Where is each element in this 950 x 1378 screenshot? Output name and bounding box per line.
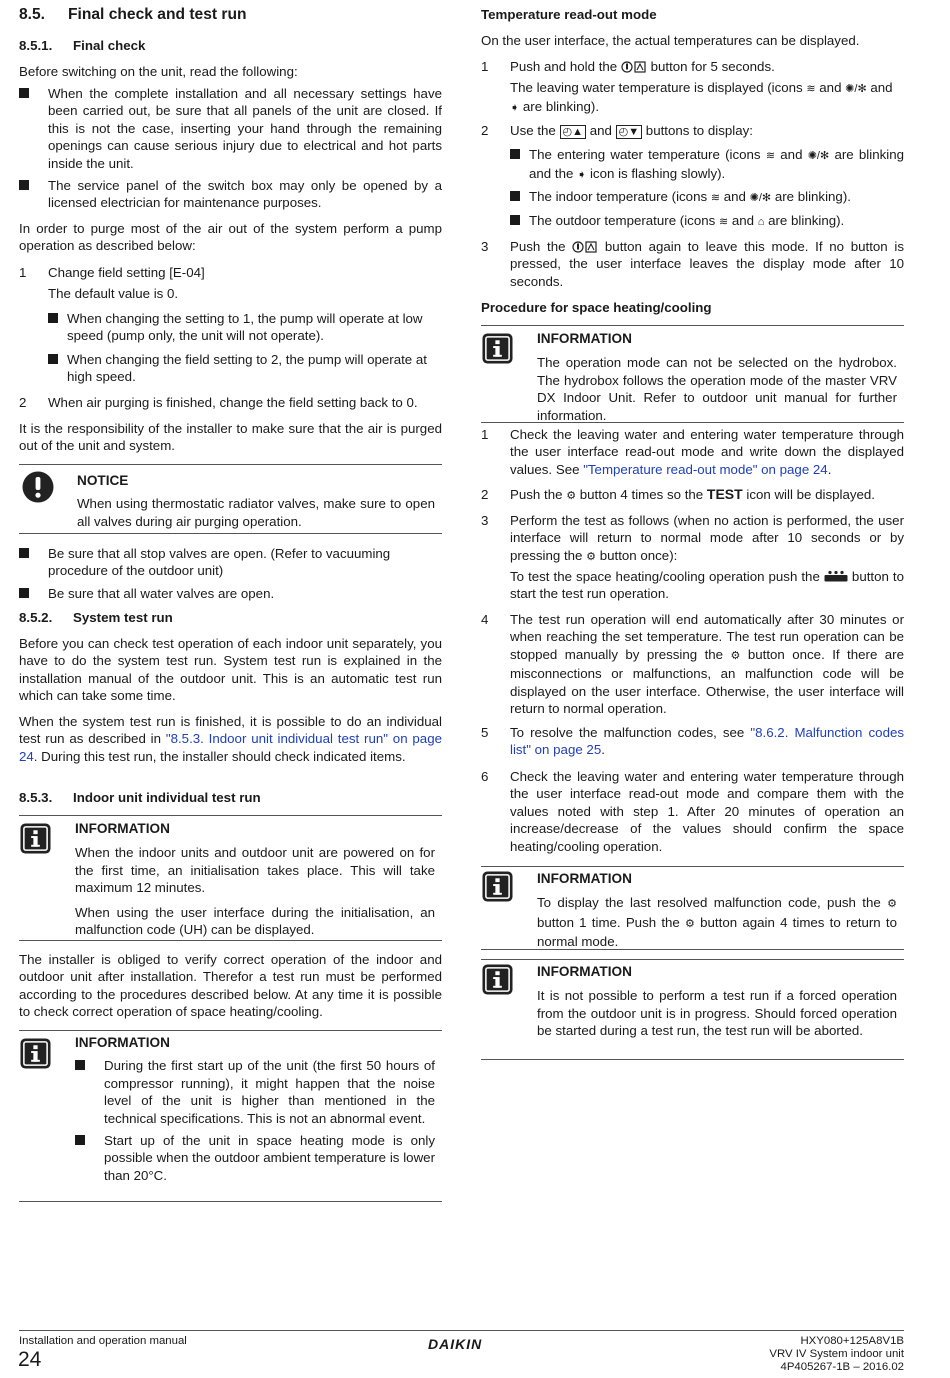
information-content xyxy=(537,870,897,951)
procedure-step-6 xyxy=(481,768,904,855)
test-icon-label: TEST xyxy=(706,486,743,502)
outlet-arrow-icon: ➧ xyxy=(577,169,587,182)
step-text xyxy=(510,426,904,478)
bullet-square-icon xyxy=(19,548,29,558)
temperature-readout-button-icon xyxy=(572,241,598,253)
bullet-text: When the complete installation and all necessary settings have been carried out, be sure that all panels of the unit are closed. If this is not the case, inserting your hand through the remaining openings can cause serious injury due to electrical and hot parts inside the unit. xyxy=(48,86,442,171)
information-content xyxy=(75,1034,435,1184)
step-text: When air purging is finished, change the field setting back to 0. xyxy=(48,395,418,410)
text-run: The leaving water temperature is displayed (icons xyxy=(510,80,807,95)
text-run: The entering water temperature (icons xyxy=(529,147,766,162)
bullet-panels-closed xyxy=(19,85,442,172)
bullet-square-icon xyxy=(510,191,520,201)
notice-box xyxy=(19,464,442,534)
individual-test-paragraph xyxy=(19,713,442,765)
outlet-arrow-icon: ➧ xyxy=(510,102,520,115)
section-8-5-heading xyxy=(19,6,442,23)
water-icon: ≋ xyxy=(806,83,816,95)
information-icon xyxy=(20,1038,51,1069)
test-inspection-button-icon: ⚙ xyxy=(685,917,695,930)
text-run: button once): xyxy=(596,547,678,563)
procedure-heading: Procedure for space heating/cooling xyxy=(481,300,712,315)
section-8-5-1-heading xyxy=(19,37,442,54)
information-icon xyxy=(482,333,513,364)
bullet-setting-2 xyxy=(48,351,442,386)
temperature-readout-button-icon xyxy=(621,61,647,73)
text-run: buttons to display: xyxy=(642,123,753,138)
step-text xyxy=(510,611,904,717)
footer-manual-title: Installation and operation manual xyxy=(19,1335,187,1347)
space-heating-button-icon xyxy=(824,570,848,582)
outdoor-thermometer-icon: ⌂ xyxy=(757,216,765,228)
default-value-text: The default value is 0. xyxy=(48,286,179,301)
purge-step-2 xyxy=(19,394,442,411)
information-text: It is not possible to perform a test run if a forced operation from the outdoor unit is in progress. Should forced operation be started during a test run, the test run will be aborted. xyxy=(537,988,897,1039)
text-run: button 4 times so the xyxy=(576,487,707,502)
section-8-5-3-heading xyxy=(19,789,442,806)
text-run: are blinking). xyxy=(519,99,600,115)
bullet-square-icon xyxy=(510,215,520,225)
individual-test-run-link[interactable]: "8.5.3. Indoor unit individual test run" on page 24 xyxy=(19,731,442,764)
footer-system: VRV IV System indoor unit xyxy=(769,1348,904,1360)
information-text: When using the user interface during the initialisation, an malfunction code (UH) can be displayed. xyxy=(75,904,435,938)
bullet-text: During the first start up of the unit (the first 50 hours of compressor running), it might happen that the noise level of the unit is higher than mentioned in the technical specifications. This is not an abnormal event. xyxy=(104,1058,435,1126)
text-run: are blinking). xyxy=(764,213,845,228)
bullet-text: The service panel of the switch box may only be opened by a licensed electrician for maintenance purposes. xyxy=(48,178,442,211)
section-number: 8.5.1. xyxy=(19,38,53,53)
text-run: When the system test run is finished, it is possible to do an individual test run as described in xyxy=(19,714,442,747)
bullet-text: Be sure that all water valves are open. xyxy=(48,586,275,601)
footer-document-number: 4P405267-1B – 2016.02 xyxy=(780,1361,904,1373)
bullet-outdoor-temperature xyxy=(510,212,904,231)
text-run: . xyxy=(827,461,832,477)
procedure-step-4 xyxy=(481,611,904,717)
information-box-forced-operation xyxy=(481,959,904,1060)
information-text: The operation mode can not be selected on the hydrobox. The hydrobox follows the operation mode of the master VRV DX Indoor Unit. Refer to outdoor unit manual for further information. xyxy=(537,355,897,423)
step-number: 4 xyxy=(481,612,489,627)
text-run: are blinking and the xyxy=(529,147,905,182)
information-title: INFORMATION xyxy=(537,871,632,886)
bullet-noise-level xyxy=(75,1057,435,1127)
section-title: Indoor unit individual test run xyxy=(73,790,261,805)
text-run: To test the space heating/cooling operation push the xyxy=(510,569,824,584)
bullet-text xyxy=(529,212,904,231)
text-run: button 1 time. Push the xyxy=(537,914,686,930)
step-text: Change field setting [E-04] xyxy=(48,265,205,280)
section-number: 8.5. xyxy=(19,6,46,23)
information-title: INFORMATION xyxy=(75,821,170,836)
bullet-square-icon xyxy=(19,588,29,598)
procedure-step-5 xyxy=(481,724,904,759)
text-run: . During this test run, the installer should check indicated items. xyxy=(33,748,406,764)
text-run: Push the xyxy=(510,239,573,254)
step-text xyxy=(510,486,904,505)
leaving-water-text xyxy=(510,79,904,118)
information-content xyxy=(537,330,897,424)
text-run: button again 4 times to return to normal mode. xyxy=(537,914,897,950)
responsibility-paragraph: It is the responsibility of the installer to make sure that the air is purged out of the unit and system. xyxy=(19,421,442,454)
information-text: When the indoor units and outdoor unit are powered on for the first time, an initialisation takes place. This will take maximum 12 minutes. xyxy=(75,845,435,896)
step-number: 1 xyxy=(481,59,489,74)
bullet-ambient-temperature xyxy=(75,1132,435,1184)
text-run: Perform the test as follows (when no action is performed, the user interface will return to normal mode after 10 seconds or by pressing the xyxy=(510,513,904,563)
step-number: 3 xyxy=(481,239,489,254)
text-run: To resolve the malfunction codes, see xyxy=(510,725,751,740)
text-run: The test run operation will end automatically after 30 minutes or when reaching the set temperature. The test run operation can be stopped manually by pressing the xyxy=(510,612,904,662)
step-number: 1 xyxy=(19,265,27,280)
text-run: Push and hold the xyxy=(510,59,621,74)
bullet-stop-valves xyxy=(19,545,442,580)
information-icon xyxy=(482,964,513,995)
bullet-square-icon xyxy=(510,149,520,159)
section-8-5-2-heading xyxy=(19,609,442,626)
information-title: INFORMATION xyxy=(537,964,632,979)
procedure-step-3 xyxy=(481,512,904,566)
information-box-initialisation xyxy=(19,815,442,941)
information-content xyxy=(537,963,897,1040)
text-run: . xyxy=(601,742,605,758)
step-number: 2 xyxy=(481,487,489,502)
bullet-entering-water xyxy=(510,146,904,185)
bullet-text: Be sure that all stop valves are open. (Refer to vacuuming procedure of the outdoor unit) xyxy=(48,546,391,579)
step-text xyxy=(510,724,904,759)
section-number: 8.5.3. xyxy=(19,790,53,805)
step-number: 6 xyxy=(481,769,489,784)
bullet-square-icon xyxy=(48,354,58,364)
footer-page-number: 24 xyxy=(18,1348,42,1371)
information-title: INFORMATION xyxy=(537,331,632,346)
text-run: Push the xyxy=(510,487,567,502)
text-run: button to start the test run operation. xyxy=(510,569,905,602)
information-title: INFORMATION xyxy=(75,1035,170,1050)
bullet-indoor-temperature xyxy=(510,188,904,207)
information-box-startup xyxy=(19,1030,442,1202)
bullet-square-icon xyxy=(48,313,58,323)
step-text xyxy=(510,238,904,290)
text-run: icon is flashing slowly). xyxy=(586,166,726,182)
section-number: 8.5.2. xyxy=(19,610,53,625)
bullet-square-icon xyxy=(19,88,29,98)
text-run: and xyxy=(720,189,750,204)
step-number: 1 xyxy=(481,427,489,442)
test-inspection-button-icon: ⚙ xyxy=(730,649,741,662)
text-run: and xyxy=(815,80,846,95)
bullet-text: Start up of the unit in space heating mode is only possible when the outdoor ambient temperature is lower than 20°C. xyxy=(104,1133,435,1183)
readout-step-1 xyxy=(481,58,904,75)
test-inspection-button-icon: ⚙ xyxy=(586,550,597,563)
bullet-square-icon xyxy=(75,1060,85,1070)
text-run: button again to leave this mode. If no button is pressed, the user interface leaves the display mode after 10 seconds. xyxy=(510,239,904,289)
procedure-step-1 xyxy=(481,426,904,478)
step-text xyxy=(510,58,904,75)
text-run: Use the xyxy=(510,123,560,138)
text-run: icon will be displayed. xyxy=(742,487,875,502)
step-number: 2 xyxy=(481,123,489,138)
notice-text: When using thermostatic radiator valves, make sure to open all valves during air purging operation. xyxy=(77,496,435,529)
section-title: System test run xyxy=(73,610,173,625)
bullet-square-icon xyxy=(19,180,29,190)
procedure-step-2 xyxy=(481,486,904,505)
test-inspection-button-icon: ⚙ xyxy=(887,898,897,911)
water-icon: ≋ xyxy=(718,216,729,228)
information-text xyxy=(537,894,897,950)
daikin-logo: DAIKIN xyxy=(428,1336,483,1352)
space-heating-test-text xyxy=(510,568,904,603)
footer-rule xyxy=(19,1330,904,1331)
temperature-readout-link[interactable]: "Temperature read-out mode" on page 24 xyxy=(583,461,828,477)
text-run: button for 5 seconds. xyxy=(646,59,775,74)
text-run: To display the last resolved malfunction code, push the xyxy=(537,895,888,911)
notice-title: NOTICE xyxy=(77,473,129,488)
information-icon xyxy=(482,871,513,902)
temperature-readout-heading: Temperature read-out mode xyxy=(481,7,657,22)
text-run: are blinking). xyxy=(771,189,851,204)
step-text xyxy=(510,512,904,566)
system-test-paragraph: Before you can check test operation of each indoor unit separately, you have to do the system test run. System test run is explained in the installation manual of the outdoor unit. This is an automatic test run which can take some time. xyxy=(19,636,442,704)
intro-paragraph: Before switching on the unit, read the following: xyxy=(19,64,298,79)
bullet-text xyxy=(529,146,904,185)
purge-step-1 xyxy=(19,264,442,281)
text-run: and xyxy=(775,147,808,162)
section-title: Final check and test run xyxy=(68,6,247,23)
readout-intro: On the user interface, the actual temperatures can be displayed. xyxy=(481,33,860,48)
bullet-setting-1 xyxy=(48,310,442,345)
heating-cooling-icon: ✺/✻ xyxy=(845,83,867,95)
step-number: 3 xyxy=(481,513,489,528)
text-run: The outdoor temperature (icons xyxy=(529,213,719,228)
notice-exclamation-icon xyxy=(22,471,54,503)
section-title: Final check xyxy=(73,38,146,53)
information-box-operation-mode xyxy=(481,325,904,423)
information-box-last-malfunction xyxy=(481,866,904,950)
footer-model: HXY080+125A8V1B xyxy=(800,1335,904,1347)
test-inspection-button-icon: ⚙ xyxy=(566,490,577,502)
text-run: and xyxy=(866,80,893,95)
bullet-service-panel xyxy=(19,177,442,212)
step-number: 2 xyxy=(19,395,27,410)
clock-up-button-icon: ◴▲ xyxy=(560,125,587,139)
obligation-paragraph: The installer is obliged to verify correct operation of the indoor and outdoor unit after installation. Therefor a test run must be performed according to the procedures described below. At any time it is possible to check correct operation of space heating/cooling. xyxy=(19,952,442,1020)
bullet-text: When changing the field setting to 2, the pump will operate at high speed. xyxy=(67,352,427,385)
information-icon xyxy=(20,823,51,854)
readout-step-3 xyxy=(481,238,904,290)
step-text: Check the leaving water and entering water temperature through the user interface read-out mode and compare them with the values noted with step 1. After 20 minutes of operation an increase/decrease of the values should confirm the space heating/cooling operation. xyxy=(510,769,904,854)
bullet-text xyxy=(529,188,904,207)
bullet-text: When changing the setting to 1, the pump will operate at low speed (pump only, the unit will not operate). xyxy=(67,311,423,344)
malfunction-codes-link[interactable]: "8.6.2. Malfunction codes list" on page 25 xyxy=(510,725,905,758)
bullet-water-valves xyxy=(19,585,442,602)
heating-cooling-icon: ✺/✻ xyxy=(749,192,772,204)
clock-down-button-icon: ◴▼ xyxy=(616,125,643,139)
information-content xyxy=(75,820,435,938)
text-run: button once. If there are misconnections or malfunctions, an malfunction code will be displayed on the user interface. Otherwise, the user interface will return to normal operation. xyxy=(510,646,904,717)
text-run: The indoor temperature (icons xyxy=(529,189,711,204)
bullet-square-icon xyxy=(75,1135,85,1145)
step-number: 5 xyxy=(481,725,489,740)
readout-step-2 xyxy=(481,122,904,141)
water-icon: ≋ xyxy=(765,150,776,162)
notice-content xyxy=(77,472,435,530)
text-run: and xyxy=(586,123,616,138)
heating-cooling-icon: ✺/✻ xyxy=(807,150,830,162)
text-run: and xyxy=(728,213,758,228)
step-text xyxy=(510,122,904,141)
text-run: Check the leaving water and entering water temperature through the user interface read-out mode and write down the displayed values. See xyxy=(510,427,904,477)
purge-paragraph: In order to purge most of the air out of the system perform a pump operation as described below: xyxy=(19,221,442,254)
water-icon: ≋ xyxy=(710,192,721,204)
